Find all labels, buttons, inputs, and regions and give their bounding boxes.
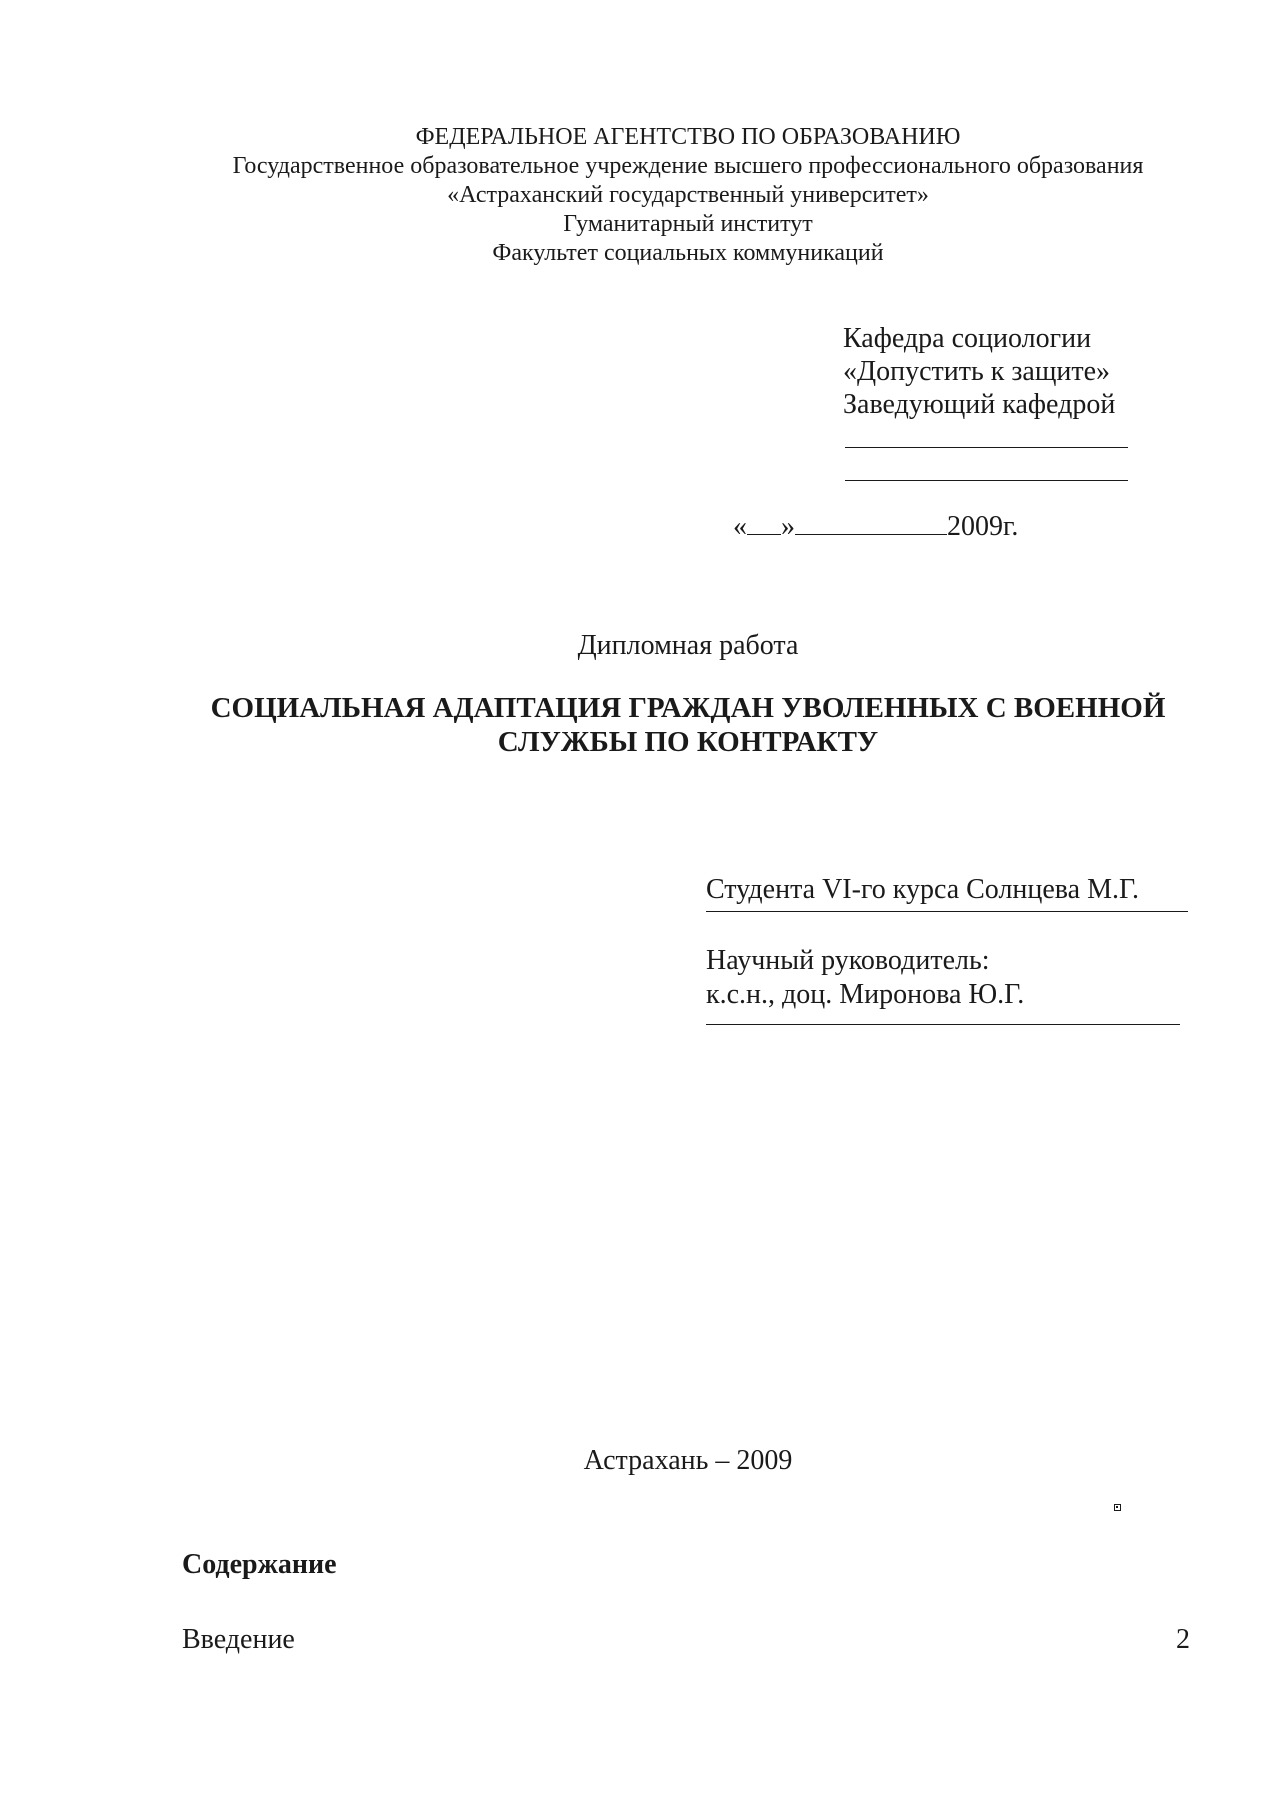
- university-name: «Астраханский государственный университет»: [447, 182, 929, 208]
- month-blank: [795, 512, 947, 535]
- date-close-quote: »: [781, 511, 795, 542]
- supervisor-label: Научный руководитель:: [706, 945, 990, 976]
- toc-item: [182, 1623, 1190, 1656]
- toc-item-page: 2: [1176, 1624, 1190, 1655]
- agency-name: ФЕДЕРАЛЬНОЕ АГЕНТСТВО ПО ОБРАЗОВАНИЮ: [415, 124, 961, 150]
- approval-signature-line: [843, 421, 1115, 454]
- document-title: [160, 691, 1216, 759]
- date-open-quote: «: [733, 511, 747, 542]
- admit-to-defense: «Допустить к защите»: [843, 356, 1111, 387]
- approval-date: [733, 510, 1018, 543]
- title-line-1: СОЦИАЛЬНАЯ АДАПТАЦИЯ ГРАЖДАН УВОЛЕННЫХ С ВОЕННОЙ: [210, 692, 1166, 724]
- institution-type: Государственное образовательное учреждение высшего профессионального образования: [232, 153, 1144, 179]
- department-name: Кафедра социологии: [843, 323, 1092, 354]
- toc-item-label: Введение: [182, 1624, 295, 1655]
- date-year: 2009г.: [947, 511, 1019, 542]
- title-line-2: СЛУЖБЫ ПО КОНТРАКТУ: [497, 726, 879, 758]
- signature-block: [706, 873, 1188, 1025]
- document-type: Дипломная работа: [577, 630, 799, 661]
- city-year: Астрахань – 2009: [583, 1445, 793, 1476]
- institution-header: [0, 123, 1280, 268]
- faculty-name: Факультет социальных коммуникаций: [492, 240, 884, 266]
- institute-name: Гуманитарный институт: [563, 211, 813, 237]
- day-blank: [747, 512, 781, 535]
- toc-heading: Содержание: [182, 1549, 337, 1580]
- supervisor-signature-line: [706, 1022, 1180, 1025]
- head-of-department: Заведующий кафедрой: [843, 389, 1116, 420]
- approval-name-line: [843, 454, 1115, 487]
- anchor-marker-icon: [1114, 1504, 1121, 1511]
- student-name: Студента VI-го курса Солнцева М.Г.: [706, 874, 1140, 905]
- supervisor-name: к.с.н., доц. Миронова Ю.Г.: [706, 979, 1025, 1010]
- approval-block: [843, 322, 1115, 487]
